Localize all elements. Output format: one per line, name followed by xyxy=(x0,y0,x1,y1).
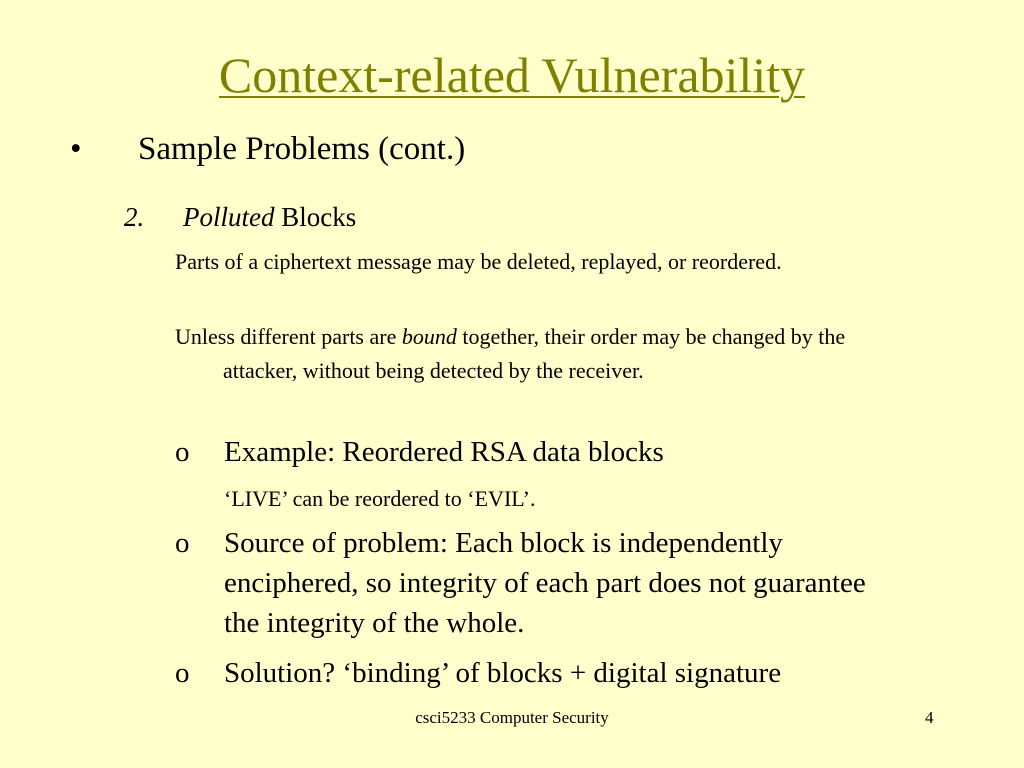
paragraph-italic-bound: bound xyxy=(401,324,457,349)
sub-bullet-marker: o xyxy=(175,436,190,468)
item-rest: Blocks xyxy=(274,202,357,232)
item-polluted-blocks xyxy=(124,201,356,233)
sub-bullet-marker: o xyxy=(175,527,190,559)
sub-bullet-text: Source of problem: Each block is independently enciphered, so integrity of each part does not guarantee the integrity of the whole. xyxy=(224,527,866,639)
paragraph-ciphertext-parts: Parts of a ciphertext message may be deleted, replayed, or reordered. xyxy=(175,249,782,274)
bullet-sample-problems xyxy=(70,130,465,170)
footer-course: csci5233 Computer Security xyxy=(415,708,609,727)
sub-bullet-example xyxy=(175,432,895,472)
sub-bullet-text: Solution? ‘binding’ of blocks + digital signature xyxy=(224,657,782,689)
page-number: 4 xyxy=(925,708,934,727)
item-number: 2. xyxy=(124,202,145,232)
bullet-marker: • xyxy=(70,131,82,167)
slide-title: Context-related Vulnerability xyxy=(218,47,806,103)
sub-bullet-solution xyxy=(175,653,895,693)
paragraph-bound-parts xyxy=(175,320,923,388)
example-detail: ‘LIVE’ can be reordered to ‘EVIL’. xyxy=(224,486,536,511)
paragraph-text-before: Unless different parts are xyxy=(175,324,402,349)
sub-bullet-source xyxy=(175,523,895,643)
paragraph-text-after: together, their order may be changed by the attacker, without being detected by the receiver. xyxy=(223,324,846,383)
sub-bullet-marker: o xyxy=(175,657,190,689)
item-italic-word: Polluted xyxy=(183,202,275,232)
bullet-text: Sample Problems (cont.) xyxy=(138,131,466,167)
sub-bullet-text: Example: Reordered RSA data blocks xyxy=(224,436,664,468)
